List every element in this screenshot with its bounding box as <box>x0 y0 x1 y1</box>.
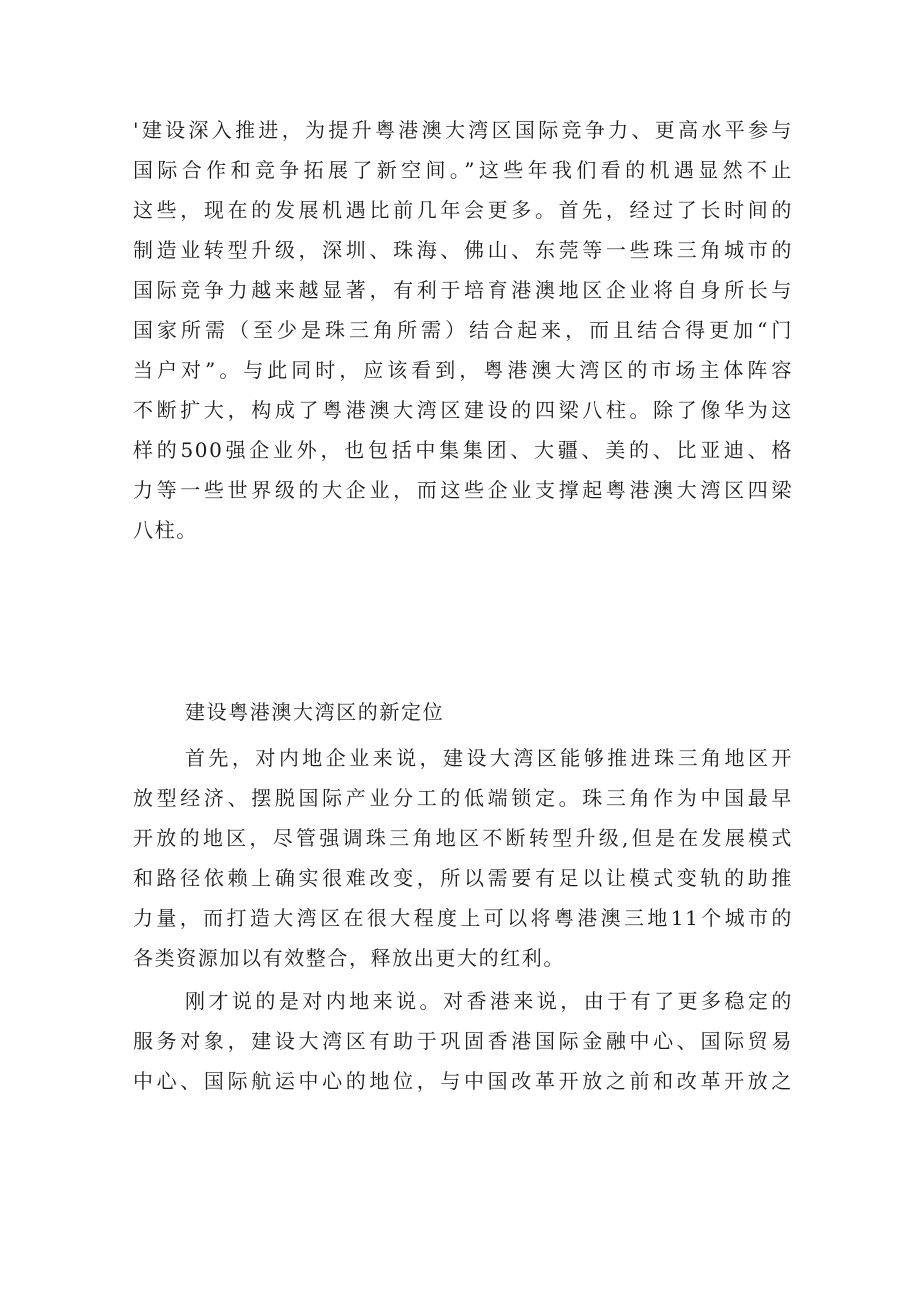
paragraph-line: 放型经济、摆脱国际产业分工的低端锁定。珠三角作为中国最早 <box>133 786 793 810</box>
paragraph-line: 开放的地区，尽管强调珠三角地区不断转型升级,但是在发展模式 <box>133 826 793 850</box>
paragraph-line: 国际合作和竞争拓展了新空间。”这些年我们看的机遇显然不止 <box>133 158 793 182</box>
paragraph-line: 制造业转型升级，深圳、珠海、佛山、东莞等一些珠三角城市的 <box>133 238 793 262</box>
section-heading: 建设粤港澳大湾区的新定位 <box>185 700 445 724</box>
paragraph-line: 这些，现在的发展机遇比前几年会更多。首先，经过了长时间的 <box>133 198 793 222</box>
paragraph-line: 刚才说的是对内地来说。对香港来说，由于有了更多稳定的 <box>185 989 793 1013</box>
paragraph-line: 首先，对内地企业来说，建设大湾区能够推进珠三角地区开 <box>185 746 793 770</box>
paragraph-line: 八柱。 <box>133 518 198 542</box>
paragraph-opportunities <box>133 110 793 550</box>
paragraph-line: 当户对”。与此同时，应该看到，粤港澳大湾区的市场主体阵容 <box>133 358 793 382</box>
paragraph-mainland-enterprises <box>133 738 793 978</box>
paragraph-line: 中心、国际航运中心的地位，与中国改革开放之前和改革开放之 <box>133 1069 793 1093</box>
paragraph-line: 不断扩大，构成了粤港澳大湾区建设的四梁八柱。除了像华为这 <box>133 398 793 422</box>
paragraph-line: 服务对象，建设大湾区有助于巩固香港国际金融中心、国际贸易 <box>133 1029 793 1053</box>
paragraph-line: 力量，而打造大湾区在很大程度上可以将粤港澳三地11个城市的 <box>133 906 793 930</box>
paragraph-line: 国家所需（至少是珠三角所需）结合起来，而且结合得更加“门 <box>133 318 793 342</box>
paragraph-line: 国际竞争力越来越显著，有利于培育港澳地区企业将自身所长与 <box>133 278 793 302</box>
paragraph-line: 各类资源加以有效整合，释放出更大的红利。 <box>133 946 565 970</box>
paragraph-line: '建设深入推进，为提升粤港澳大湾区国际竞争力、更高水平参与 <box>133 118 793 142</box>
paragraph-line: 力等一些世界级的大企业，而这些企业支撑起粤港澳大湾区四梁 <box>133 478 793 502</box>
paragraph-hong-kong <box>133 981 793 1101</box>
paragraph-line: 样的500强企业外，也包括中集集团、大疆、美的、比亚迪、格 <box>133 438 793 462</box>
paragraph-line: 和路径依赖上确实很难改变，所以需要有足以让模式变轨的助推 <box>133 866 793 890</box>
